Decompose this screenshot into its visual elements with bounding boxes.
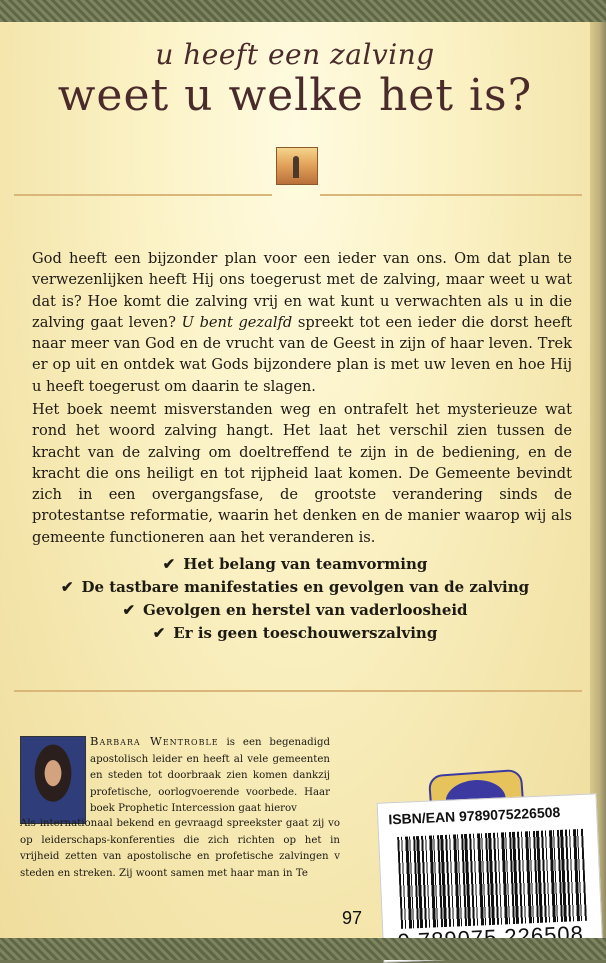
- feature-text: Gevolgen en herstel van vaderloosheid: [143, 601, 468, 619]
- feature-item: [0, 553, 590, 576]
- feature-text: Er is geen toeschouwerszalving: [173, 624, 438, 642]
- author-bio-continued: Als internationaal bekend en gevraagd spreekster gaat zij vo op leiderschaps-konferenties die zich richten op het in vrijheid zetten van apostolische en profetische zalvingen v steden en streken. Zij woont samen met haar man in Te: [20, 818, 340, 879]
- book-title: U bent gezalfd: [181, 313, 293, 331]
- feature-item: [0, 622, 590, 645]
- feature-text: Het belang van teamvorming: [183, 555, 428, 573]
- title-line-1: u heeft een zalving: [155, 38, 435, 71]
- title-line-2: weet u welke het is?: [57, 70, 533, 121]
- intro-text-after: spreekt tot een ieder die dorst heeft naar meer van God en de vrucht van de Geest in zijn of haar leven. Trek er op uit en ontdek wat Gods bijzondere plan is met uw leven en hoe Hij u heeft toegerust om daarin te slagen.: [32, 313, 572, 395]
- barcode-icon: [397, 829, 587, 929]
- figure-icon: [293, 156, 299, 178]
- divider-bottom: [14, 690, 582, 692]
- feature-list: [0, 553, 590, 645]
- author-photo: [20, 736, 86, 824]
- check-icon: ✔: [60, 578, 74, 596]
- check-icon: ✔: [122, 601, 136, 619]
- author-bio: [90, 733, 330, 818]
- emblem-image: [276, 147, 318, 185]
- author-name: Barbara Wentroble: [90, 734, 219, 748]
- divider-left: [14, 194, 272, 196]
- body-paragraph: Het boek neemt misverstanden weg en ontrafelt het mysterieuze wat rond het woord zalving hangt. Het laat het verschil zien tussen de kracht van de zalving om doeltreffend te zijn in de bediening, en de kracht die ons heiligt en tot rijpheid laat komen. De Gemeente bevindt zich in een overgangsfase, de grootste verandering sinds de protestantse reformatie, waarin het denken en de manier waarop wij als gemeente functioneren aan het veranderen is.: [32, 401, 572, 546]
- check-icon: ✔: [152, 624, 166, 642]
- feature-text: De tastbare manifestaties en gevolgen van de zalving: [81, 578, 530, 596]
- author-bio-text: is een begenadigd apostolisch leider en heeft al vele gemeenten en steden tot doorbraak zien komen dankzij profetische, oorlogvoerende voorbede. Haar boek Prophetic Intercession gaat hierov: [90, 737, 330, 815]
- partial-isbn: 97: [342, 908, 363, 928]
- top-border: [0, 0, 606, 22]
- feature-item: [0, 576, 590, 599]
- isbn-label: ISBN/EAN 9789075226508: [387, 803, 561, 828]
- check-icon: ✔: [162, 555, 176, 573]
- divider-right: [320, 194, 582, 196]
- feature-item: [0, 599, 590, 622]
- intro-paragraph: [32, 248, 572, 397]
- intro-text-before: God heeft een bijzonder plan voor een ieder van ons. Om dat plan te verwezenlijken heeft Hij ons toegerust met de zalving, maar weet u wat dat is? Hoe komt die zalving vrij en wat kunt u verwachten als u in die zalving gaat leven?: [32, 250, 572, 331]
- bottom-border: [0, 938, 606, 960]
